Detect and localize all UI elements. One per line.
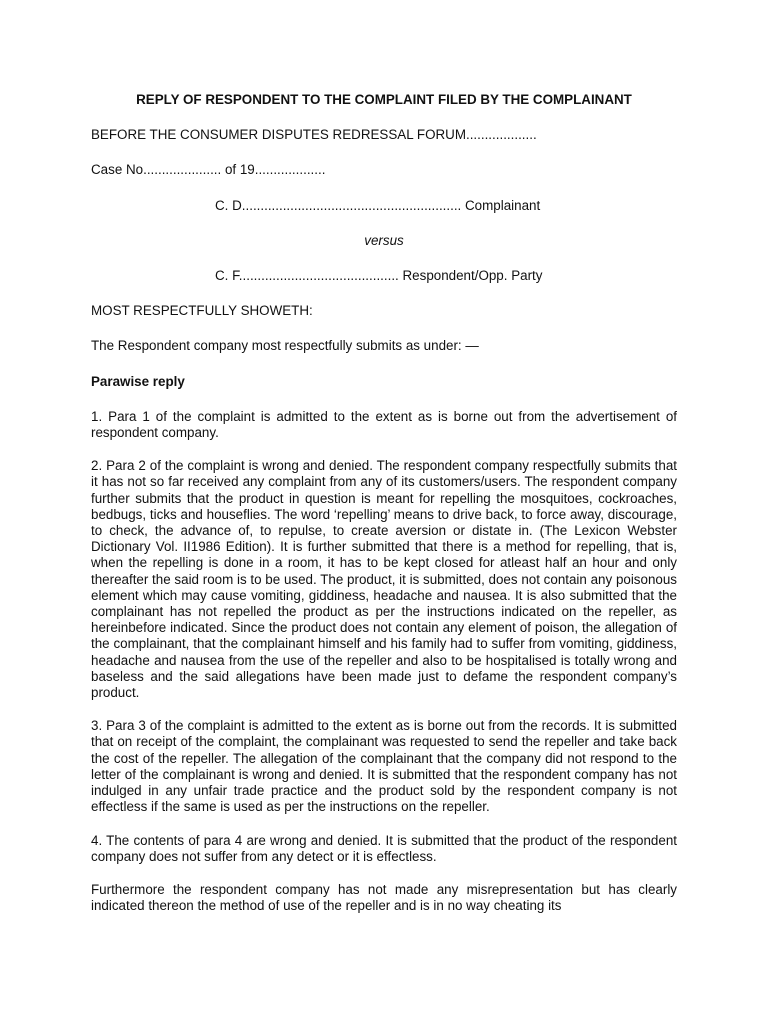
paragraph-3: 3. Para 3 of the complaint is admitted to the extent as is borne out from the records. It is submitted that on receipt of the complaint, the complainant was requested to send the repeller and take back the cost of the repeller. The allegation of the complainant that the company did not respond to the letter of the complainant is wrong and denied. It is submitted that the respondent company has not indulged in any unfair trade practice and the product sold by the respondent company is not effectless if the same is used as per the instructions on the repeller. bbox=[91, 718, 677, 815]
section-heading: Parawise reply bbox=[91, 373, 185, 389]
paragraph-1: 1. Para 1 of the complaint is admitted to the extent as is borne out from the advertisement of respondent company. bbox=[91, 408, 677, 441]
complainant-line: C. D........................................................... Complainant bbox=[215, 197, 541, 213]
versus-line: versus bbox=[364, 232, 404, 248]
showeth-line: MOST RESPECTFULLY SHOWETH: bbox=[91, 303, 313, 319]
intro-line: The Respondent company most respectfully submits as under: — bbox=[91, 338, 479, 354]
paragraph-4: 4. The contents of para 4 are wrong and denied. It is submitted that the product of the respondent company does not suffer from any detect or it is effectless. bbox=[91, 832, 677, 864]
forum-line: BEFORE THE CONSUMER DISPUTES REDRESSAL FORUM................... bbox=[91, 127, 537, 143]
document-title: REPLY OF RESPONDENT TO THE COMPLAINT FILED BY THE COMPLAINANT bbox=[136, 92, 632, 107]
paragraph-2: 2. Para 2 of the complaint is wrong and denied. The respondent company respectfully submits that it has not so far received any complaint from any of its customers/users. The respondent company further submits that the product in question is meant for repelling the mosquitoes, cockroaches, bedbugs, ticks and houseflies. The word ‘repelling’ means to drive back, to force away, discourage, to check, the advance of, to repulse, to create aversion or distate in. (The Lexicon Webster Dictionary Vol. II1986 Edition). It is further submitted that there is a method for repelling, that is, when the repelling is done in a room, it has to be kept closed for atleast half an hour and only thereafter the said room is to be used. The product, it is submitted, does not contain any poisonous element which may cause vomiting, giddiness, headache and nausea. It is also submitted that the complainant has not repelled the product as per the instructions indicated on the repeller, as hereinbefore indicated. Since the product does not contain any element of poison, the allegation of the complainant, that the complainant himself and his family had to suffer from vomiting, giddiness, headache and nausea from the use of the repeller and also to be hospitalised is totally wrong and baseless and the said allegations have been made just to defame the respondent company’s product. bbox=[91, 458, 677, 701]
document-page bbox=[91, 92, 677, 914]
respondent-line: C. F........................................... Respondent/Opp. Party bbox=[215, 268, 543, 284]
case-number-line: Case No..................... of 19................... bbox=[91, 162, 326, 178]
paragraph-5: Furthermore the respondent company has not made any misrepresentation but has clearly indicated thereon the method of use of the repeller and is in no way cheating its bbox=[91, 881, 677, 914]
